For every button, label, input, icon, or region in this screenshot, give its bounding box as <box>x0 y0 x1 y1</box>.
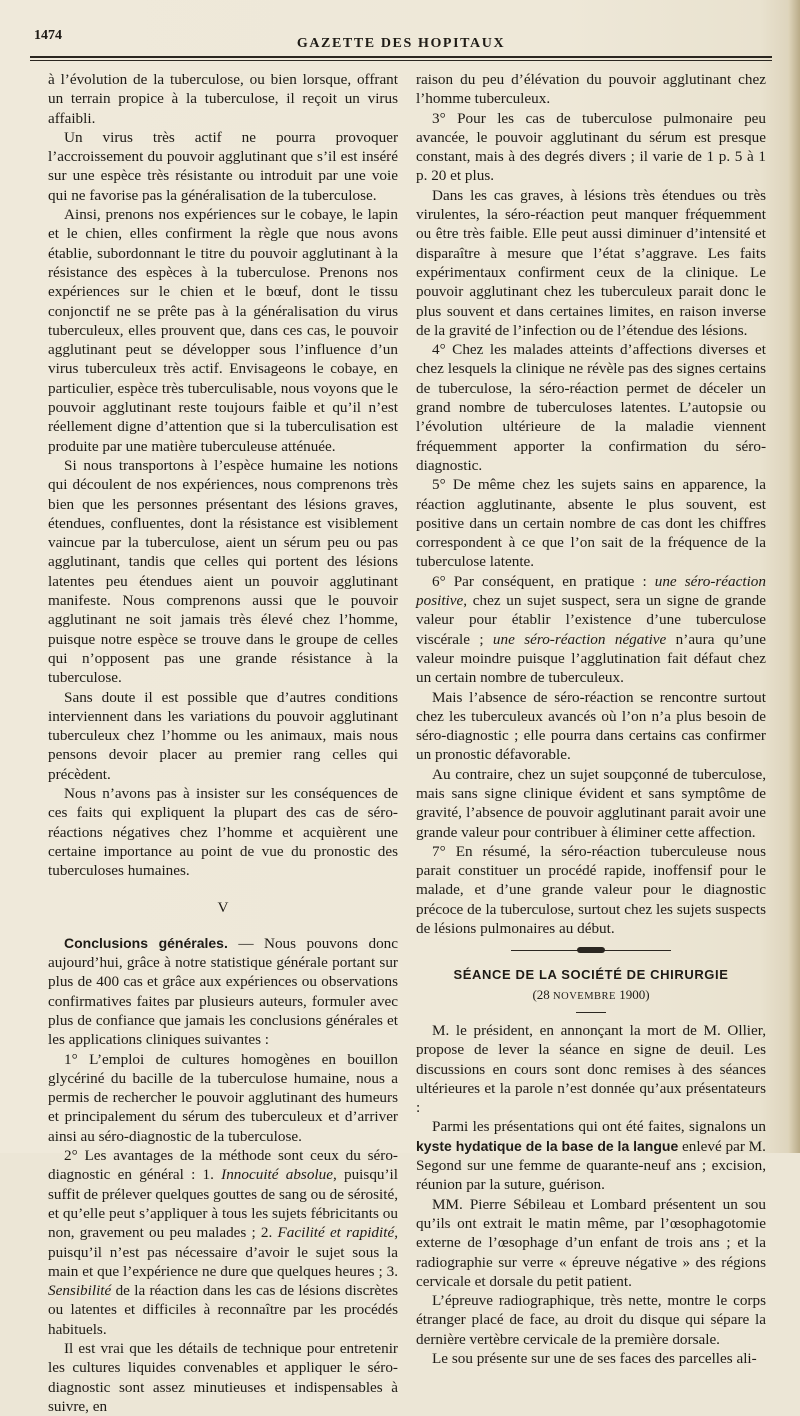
section-title: SÉANCE DE LA SOCIÉTÉ DE CHIRURGIE <box>453 967 729 983</box>
paragraph: L’épreuve radiographique, très nette, montre le corps étranger placé de face, au droit du disque qui sépare la dernière vertèbre cervicale de la première dorsale. <box>416 1292 766 1348</box>
journal-title: GAZETTE DES HOPITAUX <box>296 36 506 51</box>
italic-run: une séro-réaction positive <box>416 572 766 610</box>
italic-run: Innocuité absolue <box>221 1166 333 1184</box>
text-run: , puisqu’il suffit de prélever quelques gouttes de sang ou de sérosité, et qu’elle peut s’appliquer à tous les sujets fébricitants ou non, gravement ou peu malades ; 2. <box>48 1166 398 1242</box>
section-number: V <box>217 899 229 917</box>
paragraph: Nous n’avons pas à insister sur les conséquences de ces faits qui expliquent la plupart des cas de séro-réactions négatives chez l’homme et acquièrent une certaine importance au point de vue du pronostic des tuberculoses humaines. <box>48 784 398 880</box>
paragraph: Au contraire, chez un sujet soupçonné de tuberculose, mais sans signe clinique évident et sans symptôme de gravité, l’absence de pouvoir agglutinant parait avoir une grande valeur pour contribuer à éliminer cette affection. <box>416 765 766 841</box>
conclusions-heading: Conclusions générales. <box>64 934 228 951</box>
paragraph: Le sou présente sur une de ses faces des parcelles ali- <box>432 1350 757 1367</box>
paragraph <box>416 1117 766 1194</box>
italic-run: Facilité et rapidité <box>277 1224 395 1242</box>
conclusion-3: 3° Pour les cas de tuberculose pulmonaire peu avancée, le pouvoir agglutinant du sérum est presque constant, mais à des degrés divers ; il varie de 1 p. 5 à 1 p. 20 et plus. <box>416 109 766 185</box>
text-run: Parmi les présentations qui ont été faites, signalons un <box>432 1118 766 1136</box>
text-run: n’aura qu’une valeur moindre puisque l’agglutination fait défaut chez un certain nombre de tuberculeux. <box>416 630 766 687</box>
header-rule <box>30 56 772 58</box>
right-column <box>416 70 766 1368</box>
conclusions-paragraph <box>48 934 398 1050</box>
conclusion-5: 5° De même chez les sujets sains en apparence, la réaction agglutinante, absente le plus souvent, est positive dans un certain nombre de cas dont les chiffres correspondent à ce que l’on sait de la fréquence de la tuberculose latente. <box>416 476 766 571</box>
page-number: 1474 <box>34 28 62 43</box>
conclusion-4: 4° Chez les malades atteints d’affections diverses et chez lesquels la clinique ne révèle pas des signes certains de tuberculose, la séro-réaction permet de déceler un grand nombre de tuberculoses latentes. L’autopsie ou l’évolution ultérieure de la maladie viennent fréquemment apporter la confirmation du séro-diagnostic. <box>416 341 766 474</box>
section-date <box>416 985 766 1006</box>
divider-ornament <box>577 947 605 953</box>
text-run: 2° Les avantages de la méthode sont ceux du séro-diagnostic en général : 1. <box>48 1147 398 1184</box>
paragraph: Ainsi, prenons nos expériences sur le cobaye, le lapin et le chien, elles confirment la règle que nous avons établie, subordonnant le titre du pouvoir agglutinant à la résistance des espèces à la tuberculose. Prenons nos expériences sur le chien et le bœuf, dont le tissu conjonctif ne se prête pas à la généralisation du virus tuberculeux, elles prouvent que, dans ces cas, le pouvoir agglutinant peut se développer sous l’influence d’un virus tuberculeux très actif. Envisageons le cobaye, en particulier, espèce très tuberculisable, nous voyons que le pouvoir agglutinant reste toujours faible et qu’il n’est réellement digne d’attention que si la tuberculisation est produite par une matière tuberculeuse atténuée. <box>48 206 398 455</box>
paragraph: Un virus très actif ne pourra provoquer l’accroissement du pouvoir agglutinant que s’il est inséré sur une espèce très résistante ou introduit par une voie qui ne favorise pas la généralisation de la tuberculose. <box>48 128 398 204</box>
page-header <box>30 28 772 52</box>
paragraph: M. le président, en annonçant la mort de M. Ollier, propose de lever la séance en signe de deuil. Les discussions en cours sont donc remises à des séances ultérieures et la parole n’est donnée qu’aux présentateurs : <box>416 1021 766 1117</box>
italic-run: une séro-réaction négative <box>492 630 667 648</box>
text-run: (28 <box>532 986 554 1002</box>
text-run: 1900) <box>615 986 650 1002</box>
paragraph: Sans doute il est possible que d’autres conditions interviennent dans les variations du pouvoir agglutinant tuberculeux chez l’homme ou les animaux, mais nous pensons devoir placer au premier rang celles qui précèdent. <box>48 688 398 783</box>
paragraph: Il est vrai que les détails de technique pour entretenir les cultures liquides convenables et appliquer le séro-diagnostic sont assez minutieuses et indispensables à suivre, en <box>48 1340 398 1415</box>
conclusions-text: — Nous pouvons donc aujourd’hui, grâce à notre statistique générale portant sur plus de 400 cas et grâce aux expériences ou observations confirmatives faites par plusieurs auteurs, formuler avec plus de confiance que jamais les conclusions générales et les applications cliniques suivantes : <box>48 934 398 1049</box>
page-edge <box>788 0 800 1153</box>
conclusion-1: 1° L’emploi de cultures homogènes en bouillon glycériné du bacille de la tuberculose humaine, nous a permis de rechercher le pouvoir agglutinant des humeurs et principalement du sérum des tuberculeux et d’arriver ainsi au séro-diagnostic de la tuberculose. <box>48 1050 398 1145</box>
text-run: , chez un sujet suspect, sera un signe de grande valeur pour établir l’existence d’une tuberculose viscérale ; <box>416 592 766 648</box>
bold-run: kyste hydatique de la base de la langue <box>416 1137 679 1154</box>
text-run: enlevé par M. Segond sur une femme de quarante-neuf ans ; excision, réunion par la suture, guérison. <box>416 1137 766 1194</box>
section-divider <box>511 950 671 951</box>
paragraph: à l’évolution de la tuberculose, ou bien lorsque, offrant un terrain propice à la tuberculose, il reçoit un virus affaibli. <box>48 71 398 127</box>
text-run: NOVEMBRE <box>553 990 616 1002</box>
paragraph: Dans les cas graves, à lésions très étendues ou très virulentes, la séro-réaction peut manquer fréquemment ou être très faible. Elle peut aussi diminuer d’intensité et disparaître à mesure que l’état s’aggrave. Les faits expérimentaux confirment ceux de la clinique. Le pouvoir agglutinant chez les tuberculeux parait donc le plus souvent et dans certaines limites, en raison inverse de la gravité de l’infection ou de l’étendue des lésions. <box>416 186 766 339</box>
text-run: de la réaction dans les cas de lésions discrètes ou latentes et difficiles à reconnaître par les procédés habituels. <box>48 1282 398 1338</box>
italic-run: Sensibilité <box>48 1282 112 1300</box>
conclusion-6 <box>416 572 766 688</box>
conclusion-2 <box>48 1146 398 1339</box>
paragraph: Mais l’absence de séro-réaction se rencontre surtout chez les tuberculeux avancés où l’on n’a plus besoin de séro-diagnostic ; elle pourra dans certains cas confirmer un pronostic défavorable. <box>416 688 766 764</box>
paragraph: raison du peu d’élévation du pouvoir agglutinant chez l’homme tuberculeux. <box>416 71 766 108</box>
paragraph: Si nous transportons à l’espèce humaine les notions qui découlent de nos expériences, nous comprenons très bien que les personnes présentant des lésions graves, étendues, confluentes, dont la résistance est visiblement vaincue par la tuberculose, aient un sérum peu ou pas agglutinant, tandis que celles qui portent des lésions latentes peu étendues aient un pouvoir agglutinant manifeste. Nous comprenons aussi que le pouvoir agglutinant ne soit jamais très élevé chez l’homme, puisque notre espèce se trouve dans le groupe de celles qui n’opposent pas une grande résistance à la tuberculose. <box>48 456 398 687</box>
left-column <box>48 70 398 1416</box>
conclusion-7: 7° En résumé, la séro-réaction tuberculeuse nous parait constituer un procédé rapide, inoffensif pour le malade, et d’une grande valeur pour le diagnostic précoce de la tuberculose, surtout chez les sujets suspects de lésions pulmonaires au début. <box>416 842 766 938</box>
text-run: , puisqu’il n’est pas nécessaire d’avoir le sujet sous la main et que l’expérience ne dure que quelques heures ; 3. <box>48 1224 398 1280</box>
text-run: 6° Par conséquent, en pratique : <box>432 572 655 590</box>
paragraph: MM. Pierre Sébileau et Lombard présentent un sou qu’ils ont extrait le matin même, par l’œsophagotomie externe de l’œsophage d’un enfant de trois ans ; et la radiographie sur verre « épreuve négative » des régions cervicale et dorsale du petit patient. <box>416 1195 766 1290</box>
header-rule-thin <box>30 60 772 61</box>
short-rule <box>576 1012 606 1013</box>
